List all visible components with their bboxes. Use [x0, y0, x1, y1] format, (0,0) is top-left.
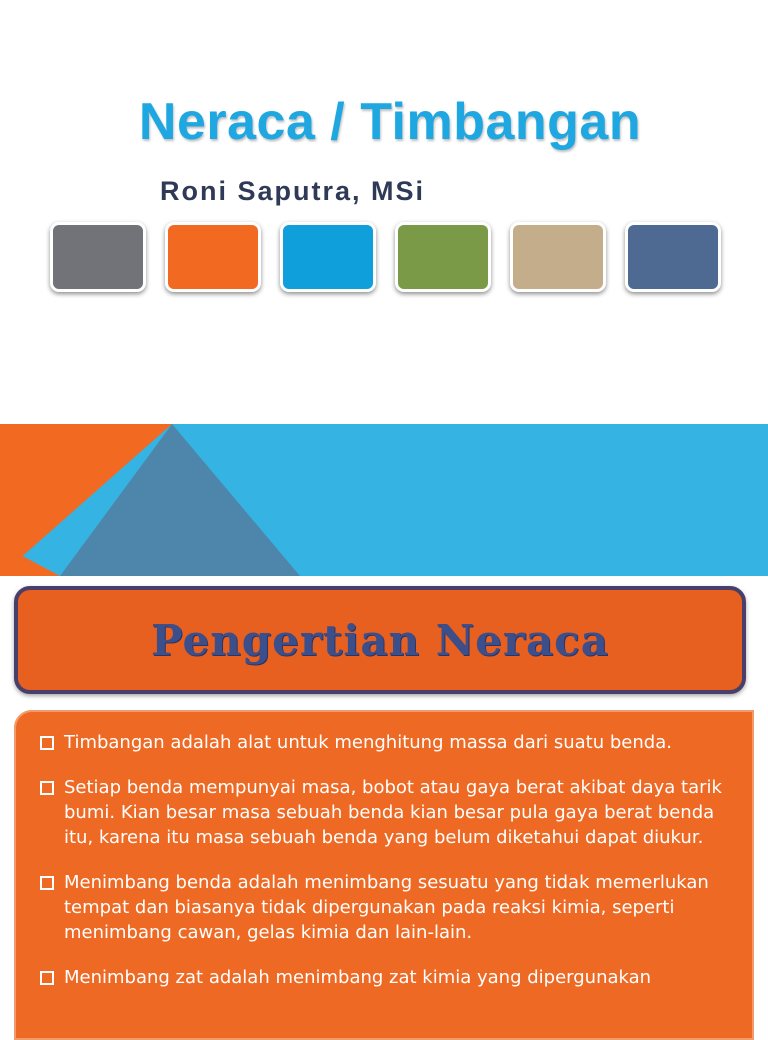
content-box [14, 710, 754, 1040]
bullet-text: Setiap benda mempunyai masa, bobot atau gaya berat akibat daya tarik bumi. Kian besar masa sebuah benda kian besar pula gaya berat benda itu, karena itu masa sebuah benda yang belum diketahui dapat diukur. [64, 777, 722, 848]
bullet-item [22, 965, 722, 990]
color-swatch-slate [625, 222, 721, 292]
band-graphic [0, 424, 768, 576]
color-swatch-orange [165, 222, 261, 292]
square-bullet-icon [40, 736, 54, 750]
bullet-text: Menimbang benda adalah menimbang sesuatu yang tidak memerlukan tempat dan biasanya tidak dipergunakan pada reaksi kimia, seperti menimbang cawan, gelas kimia dan lain-lain. [64, 872, 709, 943]
color-swatch-gray [50, 222, 146, 292]
heading-box [14, 586, 746, 694]
bullet-list [22, 730, 722, 1010]
title-slide [0, 0, 768, 424]
bullet-item [22, 775, 722, 850]
bullet-item [22, 730, 722, 755]
decorative-band [0, 424, 768, 576]
color-swatch-row [50, 222, 721, 292]
author-name: Roni Saputra, MSi [160, 176, 426, 206]
square-bullet-icon [40, 781, 54, 795]
slide-heading: Pengertian Neraca [151, 616, 609, 665]
slide-title: Neraca / Timbangan [138, 93, 642, 151]
bullet-text: Timbangan adalah alat untuk menghitung massa dari suatu benda. [64, 732, 672, 753]
color-swatch-green [395, 222, 491, 292]
square-bullet-icon [40, 971, 54, 985]
definition-slide [0, 576, 768, 1024]
color-swatch-tan [510, 222, 606, 292]
square-bullet-icon [40, 876, 54, 890]
bullet-item [22, 870, 722, 945]
color-swatch-blue [280, 222, 376, 292]
bullet-text: Menimbang zat adalah menimbang zat kimia yang dipergunakan [64, 967, 652, 988]
